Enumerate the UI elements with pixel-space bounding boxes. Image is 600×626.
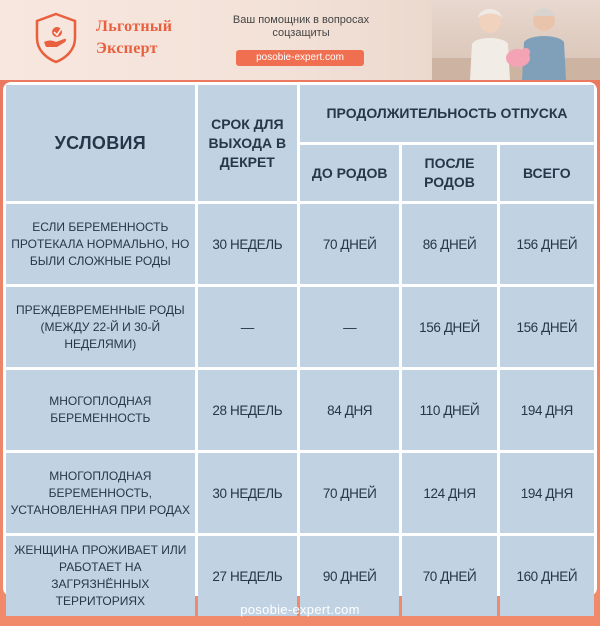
tagline: Ваш помощник в вопросах соцзащиты: [232, 14, 370, 39]
header-before-birth: ДО РОДОВ: [300, 145, 399, 201]
row-condition: ПРЕЖДЕВРЕМЕННЫЕ РОДЫ (МЕЖДУ 22-Й И 30-Й НЕДЕЛЯМИ): [6, 287, 195, 367]
row-before: —: [300, 287, 399, 367]
site-link[interactable]: posobie-expert.com: [236, 50, 364, 66]
row-before: 70 ДНЕЙ: [300, 204, 399, 284]
row-condition: ЖЕНЩИНА ПРОЖИВАЕТ ИЛИ РАБОТАЕТ НА ЗАГРЯЗНЁННЫХ ТЕРРИТОРИЯХ: [6, 536, 195, 616]
row-condition: МНОГОПЛОДНАЯ БЕРЕМЕННОСТЬ: [6, 370, 195, 450]
row-term: —: [198, 287, 297, 367]
brand-name-line2: Эксперт: [96, 40, 158, 57]
maternity-leave-table-card: [3, 82, 597, 608]
row-after: 70 ДНЕЙ: [402, 536, 496, 616]
row-condition: МНОГОПЛОДНАЯ БЕРЕМЕННОСТЬ, УСТАНОВЛЕННАЯ ПРИ РОДАХ: [6, 453, 195, 533]
seniors-photo: [432, 0, 600, 80]
row-after: 156 ДНЕЙ: [402, 287, 496, 367]
brand-name-line1: Льготный: [96, 18, 173, 35]
header-after-birth: ПОСЛЕ РОДОВ: [402, 145, 496, 201]
header-duration: ПРОДОЛЖИТЕЛЬНОСТЬ ОТПУСКА: [300, 85, 594, 142]
shield-hand-icon: [34, 12, 78, 64]
row-term: 30 НЕДЕЛЬ: [198, 453, 297, 533]
row-term: 27 НЕДЕЛЬ: [198, 536, 297, 616]
table-row: [6, 204, 594, 284]
header-total: ВСЕГО: [500, 145, 594, 201]
row-total: 160 ДНЕЙ: [500, 536, 594, 616]
table-row: [6, 287, 594, 367]
row-after: 110 ДНЕЙ: [402, 370, 496, 450]
row-total: 156 ДНЕЙ: [500, 287, 594, 367]
row-before: 70 ДНЕЙ: [300, 453, 399, 533]
table-row: [6, 370, 594, 450]
header-banner: [0, 0, 600, 80]
row-total: 156 ДНЕЙ: [500, 204, 594, 284]
header-term: СРОК ДЛЯ ВЫХОДА В ДЕКРЕТ: [198, 85, 297, 201]
header-conditions: УСЛОВИЯ: [6, 85, 195, 201]
row-condition: ЕСЛИ БЕРЕМЕННОСТЬ ПРОТЕКАЛА НОРМАЛЬНО, НО БЫЛИ СЛОЖНЫЕ РОДЫ: [6, 204, 195, 284]
row-before: 90 ДНЕЙ: [300, 536, 399, 616]
row-before: 84 ДНЯ: [300, 370, 399, 450]
footer-site-link[interactable]: posobie-expert.com: [240, 602, 360, 617]
seniors-illustration-icon: [432, 0, 600, 80]
row-term: 28 НЕДЕЛЬ: [198, 370, 297, 450]
table-row: [6, 453, 594, 533]
row-total: 194 ДНЯ: [500, 370, 594, 450]
row-term: 30 НЕДЕЛЬ: [198, 204, 297, 284]
row-total: 194 ДНЯ: [500, 453, 594, 533]
row-after: 124 ДНЯ: [402, 453, 496, 533]
maternity-leave-table: [3, 82, 597, 619]
row-after: 86 ДНЕЙ: [402, 204, 496, 284]
